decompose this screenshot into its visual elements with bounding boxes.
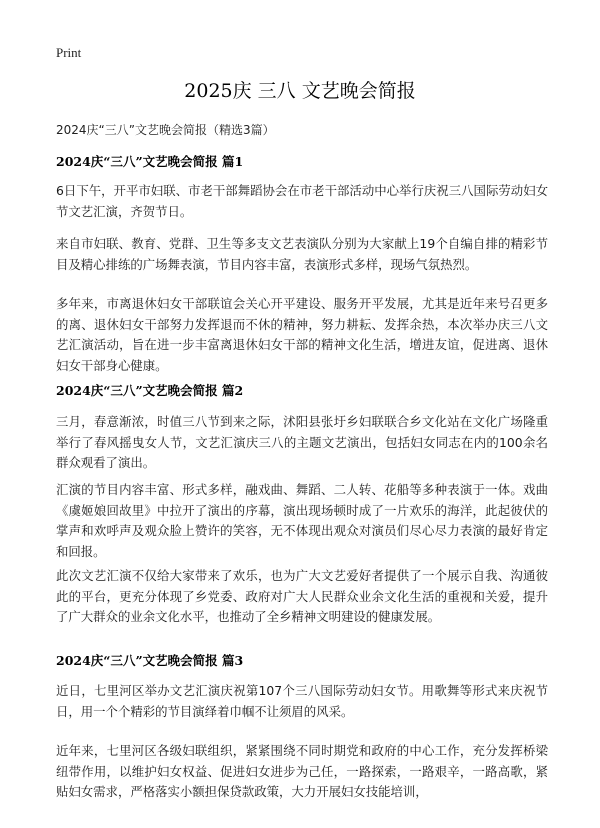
section-2-paragraph-1: 三月，春意渐浓，时值三八节到来之际，沭阳县张圩乡妇联联合乡文化站在文化广场隆重举行了春风摇曳女人节，文艺汇演庆三八的主题文艺演出，包括妇女同志在内的100余名群众观看了演出。 [56,414,548,470]
section-heading-3: 2024庆“三八”文艺晚会简报 篇3 [56,653,244,668]
section-1-paragraph-1: 6日下午，开平市妇联、市老干部舞蹈协会在市老干部活动中心举行庆祝三八国际劳动妇女节文艺汇演，齐贺节日。 [56,183,548,219]
section-2-paragraph-2: 汇演的节目内容丰富、形式多样，融戏曲、舞蹈、二人转、花船等多种表演于一体。戏曲《虞姬娘回故里》中拉开了演出的序幕，演出现场顿时成了一片欢乐的海洋，此起彼伏的掌声和欢呼声及观众脸上赞许的笑容，无不体现出观众对演员们尽心尽力表演的最好肯定和回报。 [56,482,548,559]
section-3-paragraph-2: 近年来，七里河区各级妇联组织，紧紧围绕不同时期党和政府的中心工作，充分发挥桥梁纽带作用，以维护妇女权益、促进妇女进步为己任，一路探索，一路艰辛，一路高歌，紧贴妇女需求，严格落实小额担保贷款政策，大力开展妇女技能培训， [56,743,548,799]
section-heading-1: 2024庆“三八”文艺晚会简报 篇1 [56,154,244,169]
page-title: 2025庆 三八 文艺晚会简报 [184,80,416,102]
section-2-paragraph-3: 此次文艺汇演不仅给大家带来了欢乐，也为广大文艺爱好者提供了一个展示自我、沟通彼此的平台，更充分体现了乡党委、政府对广大人民群众业余文化生活的重视和关爱，提升了广大群众的业余文化水平，也推动了全乡精神文明建设的健康发展。 [56,568,548,624]
section-heading-2: 2024庆“三八”文艺晚会简报 篇2 [56,383,244,398]
print-link[interactable]: Print [56,45,82,60]
section-3-paragraph-1: 近日，七里河区举办文艺汇演庆祝第107个三八国际劳动妇女节。用歌舞等形式来庆祝节日，用一个个精彩的节目演绎着巾帼不让须眉的风采。 [56,683,548,719]
page-subtitle: 2024庆“三八”文艺晚会简报（精选3篇） [56,123,275,137]
section-1-paragraph-3: 多年来，市离退休妇女干部联谊会关心开平建设、服务开平发展，尤其是近年来号召更多的离、退休妇女干部努力发挥退而不休的精神，努力耕耘、发挥余热，本次举办庆三八文艺汇演活动，旨在进一步丰富离退休妇女干部的精神文化生活，增进友谊，促进离、退休妇女干部身心健康。 [56,296,548,373]
section-1-paragraph-2: 来自市妇联、教育、党群、卫生等多支文艺表演队分别为大家献上19个自编自排的精彩节目及精心排练的广场舞表演，节目内容丰富，表演形式多样，现场气氛热烈。 [56,236,548,272]
